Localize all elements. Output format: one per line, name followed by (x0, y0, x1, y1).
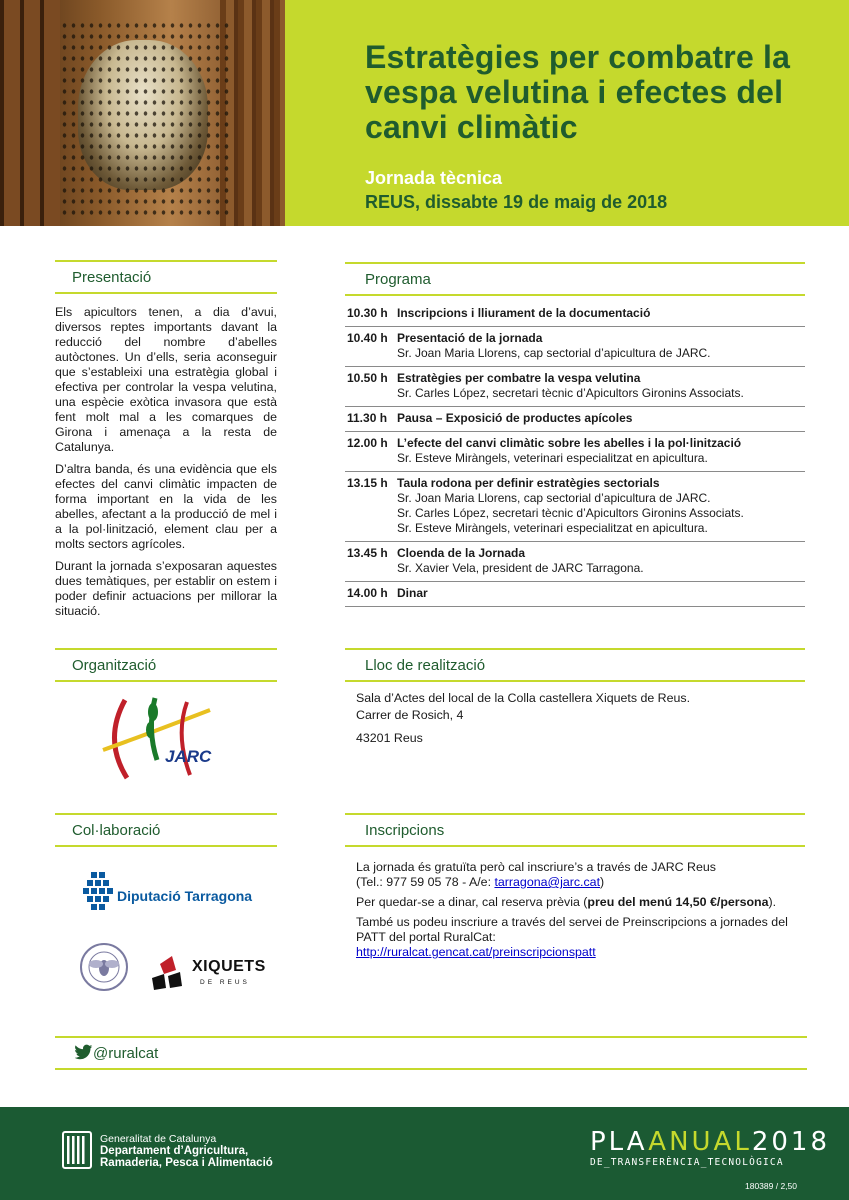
section-programa (345, 262, 805, 296)
section-collaboracio (55, 813, 277, 847)
section-heading: Organització (72, 657, 157, 674)
generalitat-emblem-icon (62, 1131, 92, 1171)
lunch-info: Per quedar-se a dinar, cal reserva prèvia (preu del menú 14,50 €/persona). (356, 895, 777, 909)
footer (0, 1107, 849, 1200)
paragraph: D’altra banda, és una evidència que els efectes del canvi climàtic impacten de forma important en la vida de les abelles, afectant a la producció de mel i a la pol·linització, element clau per a molts sectors agrícoles. (55, 462, 277, 551)
program-item (345, 582, 805, 607)
program-title: Taula rodona per definir estratègies sectorials (397, 476, 660, 490)
program-title: Cloenda de la Jornada (397, 546, 526, 560)
program-item (345, 302, 805, 327)
program-speaker: Sr. Esteve Miràngels, veterinari especialitzat en apicultura. (397, 451, 708, 465)
section-presentacio (55, 260, 277, 294)
program-time: 10.50 h (347, 371, 388, 385)
ruralcat-info: També us podeu inscriure a través del servei de Preinscripcions a jornades del PATT del portal RuralCat: http://ruralcat.gencat.cat/preinscripcionspatt (356, 915, 788, 959)
xiquets-logo-subtext: DE REUS (200, 979, 250, 986)
jarc-logo-text: JARC (165, 747, 212, 766)
section-heading: Inscripcions (365, 822, 445, 839)
registration-info: La jornada és gratuïta però cal inscriure’s a través de JARC Reus (Tel.: 977 59 05 78 - A/e: tarragona@jarc.cat) (356, 860, 716, 889)
presentacio-text (55, 305, 277, 626)
twitter-bar (55, 1036, 807, 1070)
program-time: 13.45 h (347, 546, 388, 560)
twitter-icon (75, 1044, 93, 1060)
section-inscripcions (345, 813, 805, 847)
venue-street: Carrer de Rosich, 4 (356, 708, 464, 722)
document-code: 180389 / 2,50 (745, 1181, 797, 1191)
venue-address (356, 690, 690, 747)
program-speaker: Sr. Xavier Vela, president de JARC Tarragona. (397, 561, 644, 575)
program-speaker: Sr. Esteve Miràngels, veterinari especialitzat en apicultura. (397, 521, 708, 535)
program-speaker: Sr. Carles López, secretari tècnic d’Apicultors Gironins Associats. (397, 386, 744, 400)
venue-city: 43201 Reus (356, 731, 423, 745)
menu-price: preu del menú 14,50 €/persona (587, 895, 769, 909)
ruralcat-link[interactable]: http://ruralcat.gencat.cat/preinscripcionspatt (356, 945, 596, 959)
program-time: 11.30 h (347, 411, 388, 425)
program-item (345, 367, 805, 407)
program-item (345, 432, 805, 472)
email-link[interactable]: tarragona@jarc.cat (494, 875, 601, 889)
program-item (345, 542, 805, 582)
program-item (345, 407, 805, 432)
page-title: Estratègies per combatre la vespa velutina i efectes del canvi climàtic (365, 39, 791, 145)
venue-name: Sala d’Actes del local de la Colla castellera Xiquets de Reus. (356, 691, 691, 705)
program-item (345, 472, 805, 542)
program-title: Pausa – Exposició de productes apícoles (397, 411, 633, 425)
section-heading: Lloc de realització (365, 657, 486, 674)
program-speaker: Sr. Joan Maria Llorens, cap sectorial d’apicultura de JARC. (397, 346, 711, 360)
section-heading: Programa (365, 271, 431, 288)
twitter-handle[interactable]: @ruralcat (93, 1045, 159, 1062)
section-heading: Col·laboració (72, 822, 161, 839)
program-item (345, 327, 805, 367)
diputacio-logo-text: Diputació Tarragona (117, 888, 253, 904)
xiquets-logo-text: XIQUETS (192, 958, 266, 975)
jarc-logo (95, 690, 215, 785)
xiquets-logo (150, 952, 266, 997)
diputacio-logo (82, 870, 252, 915)
section-heading: Presentació (72, 269, 152, 286)
program-time: 14.00 h (347, 586, 388, 600)
program-title: Inscripcions i lliurament de la documentació (397, 306, 651, 320)
program-time: 13.15 h (347, 476, 388, 490)
section-organitzacio (55, 648, 277, 682)
event-place-date: REUS, dissabte 19 de maig de 2018 (365, 192, 668, 212)
program-speaker: Sr. Carles López, secretari tècnic d’Apicultors Gironins Associats. (397, 506, 744, 520)
event-type: Jornada tècnica (365, 168, 503, 188)
program-speaker: Sr. Joan Maria Llorens, cap sectorial d’apicultura de JARC. (397, 491, 711, 505)
program-list (345, 302, 805, 607)
inscripcions-text (356, 860, 806, 965)
pla-anual-logo: PLAANUAL2018 DE_TRANSFERÈNCIA_TECNOLÒGICA (590, 1127, 830, 1168)
paragraph: Els apicultors tenen, a dia d’avui, diversos reptes importants davant la reducció del nombre d’abelles autòctones. Un d’ells, seria aconseguir que s’estableixi una estratègia global i efectiva per controlar la vespa velutina, una espècie exòtica invasora que està fent molt mal a les comarques de Girona i amenaça a la resta de Catalunya. (55, 305, 277, 454)
header-photo-wasp-nest (0, 0, 285, 226)
program-title: Dinar (397, 586, 428, 600)
apicultors-seal-logo (78, 940, 130, 995)
program-title: Estratègies per combatre la vespa velutina (397, 371, 641, 385)
program-time: 12.00 h (347, 436, 388, 450)
header-banner (285, 0, 849, 226)
program-title: L’efecte del canvi climàtic sobre les abelles i la pol·linització (397, 436, 742, 450)
program-title: Presentació de la jornada (397, 331, 543, 345)
program-time: 10.30 h (347, 306, 388, 320)
generalitat-text: Generalitat de Catalunya Departament d’Agricultura, Ramaderia, Pesca i Alimentació (100, 1133, 273, 1169)
paragraph: Durant la jornada s’exposaran aquestes dues temàtiques, per establir on estem i poder definir actuacions per millorar la situació. (55, 559, 277, 618)
program-time: 10.40 h (347, 331, 388, 345)
section-lloc (345, 648, 805, 682)
